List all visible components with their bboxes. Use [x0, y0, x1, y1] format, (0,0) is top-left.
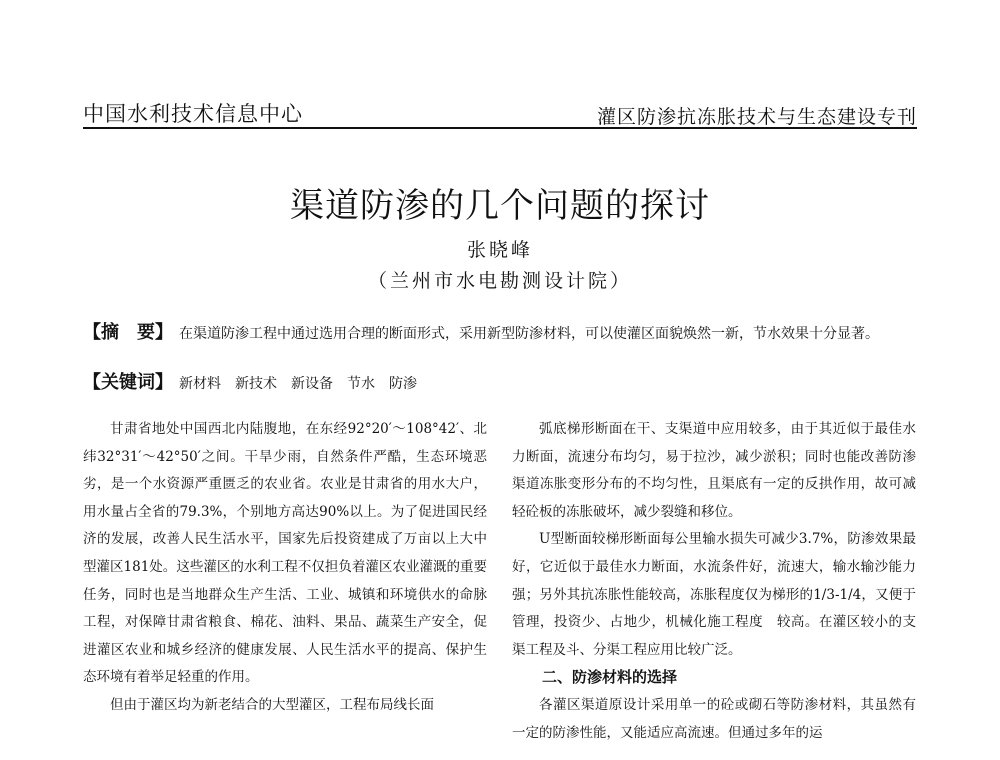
keywords-text: 新材料 新技术 新设备 节水 防渗	[179, 376, 417, 392]
body-column-right	[512, 416, 916, 747]
header-rule	[83, 127, 917, 129]
journal-name: 中国水利技术信息中心	[83, 102, 303, 126]
body-paragraph: 各灌区渠道原设计采用单一的砼或砌石等防渗材料，其虽然有一定的防渗性能，又能适应高流速。但通过多年的运	[512, 696, 916, 741]
keywords	[83, 368, 940, 394]
abstract-text: 在渠道防渗工程中通过选用合理的断面形式，采用新型防渗材料，可以使灌区面貌焕然一新，节水效果十分显著。	[179, 326, 879, 342]
body-column-left	[83, 416, 487, 720]
abstract	[83, 318, 940, 344]
author-affiliation: （兰州市水电勘测设计院）	[367, 270, 632, 292]
keywords-label: 【关键词】	[83, 372, 173, 393]
abstract-label: 【摘 要】	[83, 322, 173, 343]
body-paragraph: 但由于灌区均为新老结合的大型灌区，工程布局线长面	[110, 696, 434, 713]
body-paragraph: U型断面较梯形断面每公里输水损失可减少3.7%，防渗效果最好，它近似于最佳水力断面，水流条件好，流速大，输水输沙能力强；另外其抗冻胀性能较高，冻胀程度仅为梯形的1/3-1/4，又便于管理，投资少、占地少，机械化施工程度 较高。在灌区较小的支渠工程及斗、分渠工程应用比较广泛。	[512, 531, 916, 658]
section-heading: 二、防渗材料的选择	[542, 668, 678, 687]
body-paragraph: 甘肃省地处中国西北内陆腹地，在东经92°20′～108°42′、北纬32°31′～42°50′之间。干旱少雨，自然条件严酷，生态环境恶劣，是一个水资源严重匮乏的农业省。农业是甘肃省的用水大户，用水量占全省的79.3%，个别地方高达90%以上。为了促进国民经济的发展，改善人民生活水平，国家先后投资建成了万亩以上大中型灌区181处。这些灌区的水利工程不仅担负着灌区农业灌溉的重要任务，同时也是当地群众生产生活、工业、城镇和环境供水的命脉工程，对保障甘肃省粮食、棉花、油料、果品、蔬菜生产安全，促进灌区农业和城乡经济的健康发展、人民生活水平的提高、保护生态环境有着举足轻重的作用。	[83, 421, 487, 686]
article-title: 渠道防渗的几个问题的探讨	[290, 186, 710, 226]
issue-name: 灌区防渗抗冻胀技术与生态建设专刊	[596, 106, 917, 128]
body-paragraph: 弧底梯形断面在干、支渠道中应用较多，由于其近似于最佳水力断面，流速分布均匀，易于拉沙，减少淤积；同时也能改善防渗渠道冻胀变形分布的不均匀性，且渠底有一定的反拱作用，故可减轻砼板的冻胀破坏，减少裂缝和移位。	[512, 421, 916, 520]
article-author: 张晓峰	[466, 239, 533, 261]
